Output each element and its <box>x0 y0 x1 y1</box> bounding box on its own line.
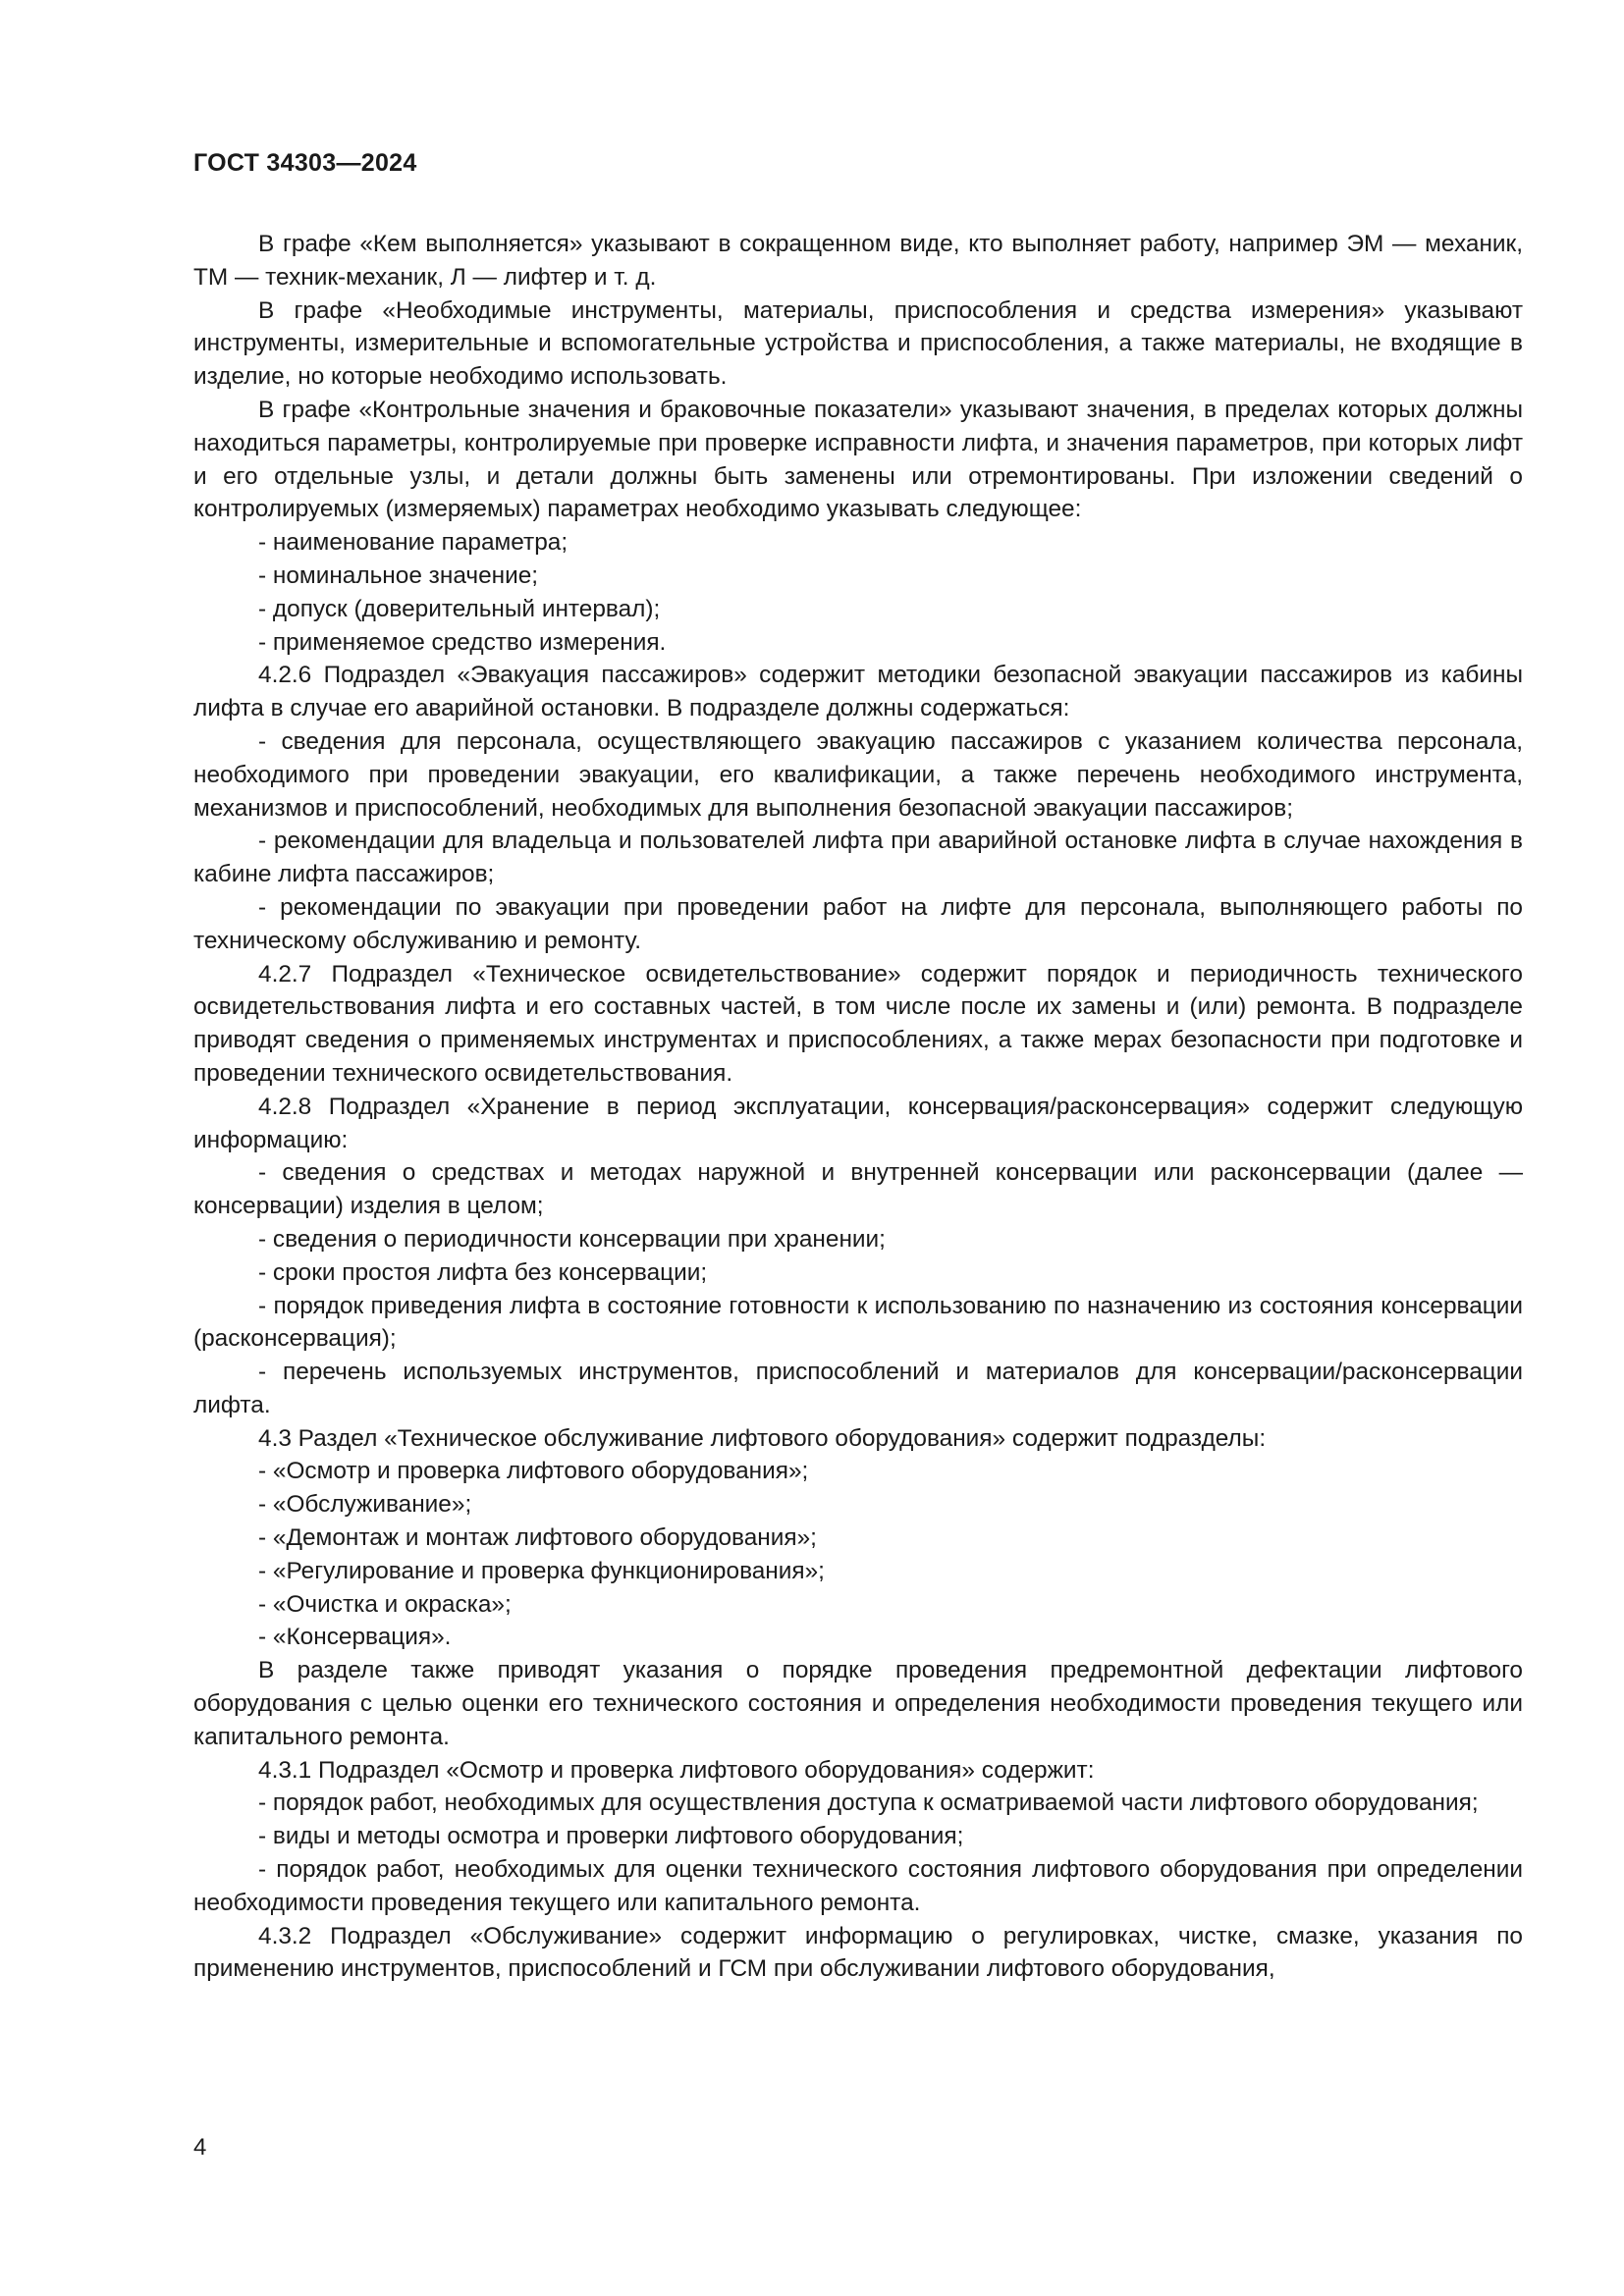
list-item: - сведения о средствах и методах наружной и внутренней консервации или расконсервации (далее — консервации) изделия в целом; <box>193 1159 1523 1220</box>
list-item: - виды и методы осмотра и проверки лифтового оборудования; <box>258 1823 964 1850</box>
list-item: - сведения о периодичности консервации при хранении; <box>258 1225 886 1253</box>
list-item: - порядок работ, необходимых для оценки технического состояния лифтового оборудования при определении необходимости проведения текущего или капитального ремонта. <box>193 1856 1523 1916</box>
list-item: - применяемое средство измерения. <box>258 628 667 656</box>
list-item: - «Осмотр и проверка лифтового оборудования»; <box>258 1458 809 1485</box>
section-4-3-2: 4.3.2 Подраздел «Обслуживание» содержит информацию о регулировках, чистке, смазке, указания по применению инструментов, приспособлений и ГСМ при обслуживании лифтового оборудования, <box>193 1922 1523 1983</box>
paragraph: В графе «Кем выполняется» указывают в сокращенном виде, кто выполняет работу, например ЭМ — механик, ТМ — техник-механик, Л — лифтер и т. д. <box>193 231 1523 291</box>
section-4-3-1: 4.3.1 Подраздел «Осмотр и проверка лифтового оборудования» содержит: <box>258 1756 1095 1784</box>
section-4-3: 4.3 Раздел «Техническое обслуживание лифтового оборудования» содержит подразделы: <box>258 1424 1267 1452</box>
section-4-2-8: 4.2.8 Подраздел «Хранение в период эксплуатации, консервация/расконсервация» содержит следующую информацию: <box>193 1093 1523 1153</box>
page-number: 4 <box>193 2134 207 2161</box>
body-text <box>193 228 1523 1986</box>
list-item: - «Очистка и окраска»; <box>258 1590 512 1618</box>
list-item: - рекомендации по эвакуации при проведении работ на лифте для персонала, выполняющего работы по техническому обслуживанию и ремонту. <box>193 893 1523 954</box>
list-item: - сроки простоя лифта без консервации; <box>258 1258 708 1286</box>
list-item: - рекомендации для владельца и пользователей лифта при аварийной остановке лифта в случае нахождения в кабине лифта пассажиров; <box>193 828 1523 888</box>
list-item: - перечень используемых инструментов, приспособлений и материалов для консервации/расконсервации лифта. <box>193 1359 1523 1418</box>
paragraph: В разделе также приводят указания о порядке проведения предремонтной дефектации лифтового оборудования с целью оценки его технического состояния и определения необходимости проведения текущего или капитального ремонта. <box>193 1657 1523 1750</box>
list-item: - порядок приведения лифта в состояние готовности к использованию по назначению из состояния консервации (расконсервация); <box>193 1292 1523 1353</box>
list-item: - «Демонтаж и монтаж лифтового оборудования»; <box>258 1524 817 1552</box>
list-item: - номинальное значение; <box>258 561 539 589</box>
list-item: - «Регулирование и проверка функционирования»; <box>258 1557 825 1584</box>
list-item: - наименование параметра; <box>258 529 568 557</box>
list-item: - допуск (доверительный интервал); <box>258 595 661 622</box>
list-item: - сведения для персонала, осуществляющего эвакуацию пассажиров с указанием количества персонала, необходимого при проведении эвакуации, его квалификации, а также перечень необходимого инструмента, механизмов и приспособлений, необходимых для выполнения безопасной эвакуации пассажиров; <box>193 727 1523 822</box>
section-4-2-6: 4.2.6 Подраздел «Эвакуация пассажиров» содержит методики безопасной эвакуации пассажиров из кабины лифта в случае его аварийной остановки. В подразделе должны содержаться: <box>193 662 1523 722</box>
paragraph: В графе «Контрольные значения и браковочные показатели» указывают значения, в пределах которых должны находиться параметры, контролируемые при проверке исправности лифта, и значения параметров, при которых лифт и его отдельные узлы, и детали должны быть заменены или отремонтированы. При изложении сведений о контролируемых (измеряемых) параметрах необходимо указывать следующее: <box>193 396 1523 523</box>
section-4-2-7: 4.2.7 Подраздел «Техническое освидетельствование» содержит порядок и периодичность технического освидетельствования лифта и его составных частей, в том числе после их замены и (или) ремонта. В подразделе приводят сведения о применяемых инструментах и приспособлениях, а также мерах безопасности при подготовке и проведении технического освидетельствования. <box>193 960 1523 1087</box>
list-item: - «Консервация». <box>258 1624 452 1651</box>
list-item: - «Обслуживание»; <box>258 1491 472 1519</box>
paragraph: В графе «Необходимые инструменты, материалы, приспособления и средства измерения» указывают инструменты, измерительные и вспомогательные устройства и приспособления, а также материалы, не входящие в изделие, но которые необходимо использовать. <box>193 296 1523 391</box>
document-header: ГОСТ 34303—2024 <box>193 149 417 177</box>
list-item: - порядок работ, необходимых для осуществления доступа к осматриваемой части лифтового оборудования; <box>258 1789 1479 1817</box>
